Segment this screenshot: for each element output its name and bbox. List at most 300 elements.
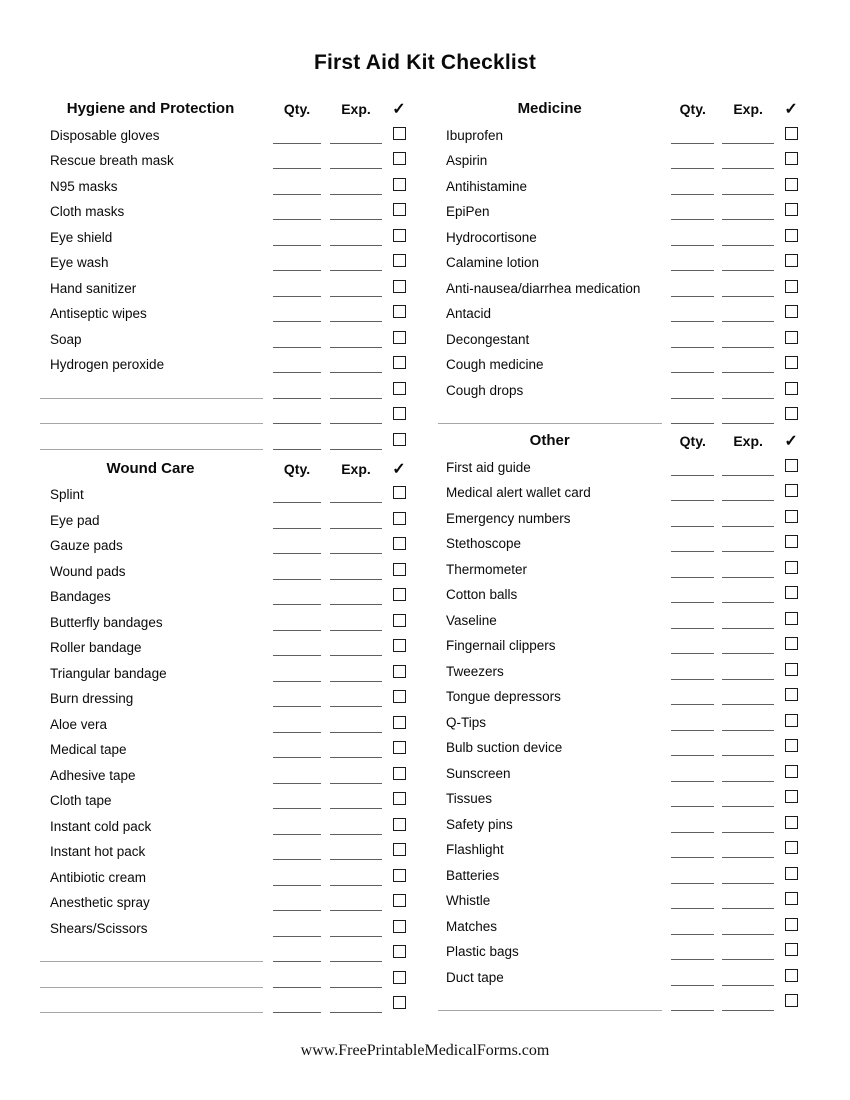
exp-input-line[interactable] <box>330 1012 382 1013</box>
qty-input-line[interactable] <box>671 628 714 629</box>
qty-input-line[interactable] <box>671 653 714 654</box>
item-label: Tongue depressors <box>446 689 561 704</box>
checkbox[interactable] <box>393 843 406 856</box>
exp-input-line[interactable] <box>722 832 774 833</box>
qty-input-line[interactable] <box>671 475 714 476</box>
checkbox-cell <box>392 990 406 1016</box>
checkbox[interactable] <box>785 561 798 574</box>
checkbox[interactable] <box>785 918 798 931</box>
checkbox-cell <box>392 480 406 506</box>
checkbox[interactable] <box>785 254 798 267</box>
qty-input-line[interactable] <box>671 423 714 424</box>
qty-input-line[interactable] <box>671 806 714 807</box>
qty-input-line[interactable] <box>273 270 321 271</box>
checkbox[interactable] <box>393 563 406 576</box>
checklist-row <box>38 531 406 557</box>
checklist-row <box>38 375 406 401</box>
qty-input-line[interactable] <box>273 961 321 962</box>
exp-input-line[interactable] <box>722 934 774 935</box>
checkbox[interactable] <box>393 486 406 499</box>
exp-input-line[interactable] <box>722 857 774 858</box>
qty-input-line[interactable] <box>671 602 714 603</box>
exp-input-line[interactable] <box>722 704 774 705</box>
qty-input-line[interactable] <box>273 219 321 220</box>
exp-input-line[interactable] <box>330 194 382 195</box>
qty-input-line[interactable] <box>273 1012 321 1013</box>
checkbox[interactable] <box>785 178 798 191</box>
exp-input-line[interactable] <box>330 398 382 399</box>
checkbox-cell <box>392 862 406 888</box>
checkbox[interactable] <box>785 892 798 905</box>
page-title: First Aid Kit Checklist <box>313 51 537 74</box>
checkbox-cell <box>784 171 798 197</box>
exp-input-line[interactable] <box>330 423 382 424</box>
checkbox[interactable] <box>785 612 798 625</box>
exp-input-line[interactable] <box>722 959 774 960</box>
checkbox[interactable] <box>393 203 406 216</box>
blank-item-line[interactable] <box>38 426 263 452</box>
checkbox[interactable] <box>785 688 798 701</box>
exp-input-line[interactable] <box>330 961 382 962</box>
qty-input-line[interactable] <box>273 604 321 605</box>
checkbox[interactable] <box>393 588 406 601</box>
checkbox[interactable] <box>785 816 798 829</box>
exp-input-line[interactable] <box>330 219 382 220</box>
qty-input-line[interactable] <box>273 372 321 373</box>
exp-input-line[interactable] <box>722 423 774 424</box>
checkbox-cell <box>784 758 798 784</box>
checkbox-cell <box>392 709 406 735</box>
check-column-header-icon: ✓ <box>784 433 798 450</box>
checkbox[interactable] <box>393 869 406 882</box>
item-name-cell <box>437 350 662 376</box>
checkbox[interactable] <box>785 714 798 727</box>
blank-item-line[interactable] <box>437 988 662 1014</box>
exp-input-line[interactable] <box>722 628 774 629</box>
qty-input-line[interactable] <box>273 808 321 809</box>
qty-input-line[interactable] <box>671 959 714 960</box>
exp-input-line[interactable] <box>330 681 382 682</box>
exp-input-line[interactable] <box>722 321 774 322</box>
qty-input-line[interactable] <box>671 219 714 220</box>
item-label: Instant hot pack <box>50 844 146 859</box>
checkbox[interactable] <box>393 512 406 525</box>
qty-input-line[interactable] <box>671 245 714 246</box>
qty-input-line[interactable] <box>273 398 321 399</box>
exp-input-line[interactable] <box>722 806 774 807</box>
checkbox[interactable] <box>393 280 406 293</box>
checkbox-cell <box>392 401 406 427</box>
qty-input-line[interactable] <box>273 859 321 860</box>
checkbox[interactable] <box>785 535 798 548</box>
qty-input-line[interactable] <box>273 194 321 195</box>
item-label: Shears/Scissors <box>50 920 148 936</box>
exp-column-header: Exp. <box>733 101 763 117</box>
qty-input-line[interactable] <box>671 679 714 680</box>
qty-input-line[interactable] <box>671 908 714 909</box>
checkbox[interactable] <box>785 152 798 165</box>
qty-input-line[interactable] <box>671 985 714 986</box>
exp-input-line[interactable] <box>330 296 382 297</box>
checkbox-cell <box>392 786 406 812</box>
qty-input-line[interactable] <box>671 398 714 399</box>
checkbox[interactable] <box>785 280 798 293</box>
item-label: Soap <box>50 331 82 347</box>
item-name-cell <box>38 709 263 735</box>
exp-input-line[interactable] <box>330 706 382 707</box>
checklist-row <box>38 709 406 735</box>
checkbox[interactable] <box>393 178 406 191</box>
exp-input-line[interactable] <box>722 908 774 909</box>
qty-input-line[interactable] <box>273 834 321 835</box>
checklist-row <box>437 529 798 555</box>
item-label: Batteries <box>446 867 500 883</box>
checkbox[interactable] <box>785 867 798 880</box>
checkbox[interactable] <box>393 716 406 729</box>
checklist-row <box>38 633 406 659</box>
exp-input-line[interactable] <box>330 372 382 373</box>
item-name-cell <box>38 324 263 350</box>
qty-input-line[interactable] <box>671 372 714 373</box>
checklist-row <box>437 733 798 759</box>
checkbox[interactable] <box>393 537 406 550</box>
checkbox[interactable] <box>785 459 798 472</box>
exp-input-line[interactable] <box>330 808 382 809</box>
section-header <box>38 94 406 120</box>
qty-input-line[interactable] <box>273 245 321 246</box>
qty-input-line[interactable] <box>273 296 321 297</box>
exp-input-line[interactable] <box>722 245 774 246</box>
checklist-row <box>437 860 798 886</box>
qty-input-line[interactable] <box>671 296 714 297</box>
checkbox[interactable] <box>393 690 406 703</box>
qty-input-line[interactable] <box>273 528 321 529</box>
item-label: Aspirin <box>446 153 488 168</box>
checkbox[interactable] <box>393 945 406 958</box>
checklist-row <box>437 375 798 401</box>
qty-input-line[interactable] <box>671 704 714 705</box>
exp-input-line[interactable] <box>330 528 382 529</box>
checkbox[interactable] <box>393 127 406 140</box>
checkbox-cell <box>392 582 406 608</box>
exp-input-line[interactable] <box>330 245 382 246</box>
qty-input-line[interactable] <box>671 755 714 756</box>
checklist-row <box>437 197 798 223</box>
qty-input-line[interactable] <box>671 781 714 782</box>
exp-input-line[interactable] <box>330 936 382 937</box>
item-name-cell <box>437 197 662 223</box>
qty-input-line[interactable] <box>273 143 321 144</box>
exp-input-line[interactable] <box>722 143 774 144</box>
qty-input-line[interactable] <box>671 500 714 501</box>
qty-input-line[interactable] <box>273 321 321 322</box>
checkbox[interactable] <box>785 841 798 854</box>
item-label: N95 masks <box>50 178 118 194</box>
exp-input-line[interactable] <box>330 270 382 271</box>
exp-input-line[interactable] <box>722 883 774 884</box>
item-label: Matches <box>446 918 498 934</box>
qty-input-line[interactable] <box>671 1010 714 1011</box>
item-name-cell <box>38 556 263 582</box>
exp-input-line[interactable] <box>722 985 774 986</box>
checkbox[interactable] <box>785 484 798 497</box>
exp-input-line[interactable] <box>722 194 774 195</box>
item-name-cell <box>437 478 662 504</box>
item-name-cell <box>437 273 662 299</box>
item-name-cell <box>437 758 662 784</box>
item-name-cell <box>38 888 263 914</box>
item-name-cell <box>437 707 662 733</box>
blank-item-line[interactable] <box>38 990 263 1016</box>
checkbox[interactable] <box>785 739 798 752</box>
checkbox[interactable] <box>393 792 406 805</box>
exp-input-line[interactable] <box>330 655 382 656</box>
checkbox[interactable] <box>785 203 798 216</box>
checkbox-cell <box>392 607 406 633</box>
checkbox[interactable] <box>393 996 406 1009</box>
exp-input-line[interactable] <box>330 630 382 631</box>
checkbox[interactable] <box>393 614 406 627</box>
checkbox[interactable] <box>785 637 798 650</box>
checkbox-cell <box>392 248 406 274</box>
qty-input-line[interactable] <box>671 577 714 578</box>
checkbox-cell <box>784 835 798 861</box>
qty-column-header: Qty. <box>679 101 706 117</box>
checkbox[interactable] <box>785 331 798 344</box>
qty-input-line[interactable] <box>671 934 714 935</box>
exp-input-line[interactable] <box>330 604 382 605</box>
item-label: Cloth masks <box>50 204 125 219</box>
checkbox[interactable] <box>785 407 798 420</box>
item-label: Cough drops <box>446 382 524 398</box>
checkbox[interactable] <box>785 663 798 676</box>
checkbox[interactable] <box>393 331 406 344</box>
item-name-cell <box>437 835 662 861</box>
checkbox[interactable] <box>393 254 406 267</box>
exp-input-line[interactable] <box>722 781 774 782</box>
qty-input-line[interactable] <box>273 936 321 937</box>
checkbox[interactable] <box>393 894 406 907</box>
item-name-cell <box>38 913 263 939</box>
exp-input-line[interactable] <box>722 398 774 399</box>
qty-input-line[interactable] <box>671 168 714 169</box>
exp-input-line[interactable] <box>722 679 774 680</box>
exp-input-line[interactable] <box>330 449 382 450</box>
qty-input-line[interactable] <box>273 579 321 580</box>
exp-input-line[interactable] <box>722 500 774 501</box>
checkbox-cell <box>784 988 798 1014</box>
exp-input-line[interactable] <box>330 168 382 169</box>
checkbox-cell <box>392 811 406 837</box>
checkbox[interactable] <box>393 971 406 984</box>
checkbox[interactable] <box>785 510 798 523</box>
checkbox[interactable] <box>785 356 798 369</box>
qty-input-line[interactable] <box>273 347 321 348</box>
checklist-row <box>38 171 406 197</box>
checkbox[interactable] <box>785 127 798 140</box>
exp-input-line[interactable] <box>330 732 382 733</box>
qty-input-line[interactable] <box>273 783 321 784</box>
item-name-cell <box>38 531 263 557</box>
checkbox[interactable] <box>393 639 406 652</box>
checkbox-cell <box>784 937 798 963</box>
item-name-cell <box>437 299 662 325</box>
exp-input-line[interactable] <box>330 885 382 886</box>
checkbox[interactable] <box>393 433 406 446</box>
qty-input-line[interactable] <box>273 423 321 424</box>
qty-input-line[interactable] <box>273 630 321 631</box>
item-label: Antiseptic wipes <box>50 306 147 321</box>
checkbox[interactable] <box>785 969 798 982</box>
checkbox[interactable] <box>393 767 406 780</box>
blank-item-line[interactable] <box>437 401 662 427</box>
checkbox[interactable] <box>393 741 406 754</box>
qty-input-line[interactable] <box>671 551 714 552</box>
item-name-cell <box>437 120 662 146</box>
checkbox[interactable] <box>785 229 798 242</box>
checkbox[interactable] <box>393 407 406 420</box>
item-name-cell <box>437 784 662 810</box>
qty-input-line[interactable] <box>273 681 321 682</box>
checkbox[interactable] <box>393 920 406 933</box>
checkbox[interactable] <box>785 994 798 1007</box>
checkbox[interactable] <box>785 943 798 956</box>
qty-input-line[interactable] <box>671 321 714 322</box>
blank-item-line[interactable] <box>38 964 263 990</box>
exp-input-line[interactable] <box>722 755 774 756</box>
qty-input-line[interactable] <box>273 987 321 988</box>
checklist-row <box>38 964 406 990</box>
checklist-row <box>38 582 406 608</box>
exp-input-line[interactable] <box>722 730 774 731</box>
item-label: EpiPen <box>446 204 490 219</box>
exp-input-line[interactable] <box>722 347 774 348</box>
item-label: Eye shield <box>50 229 113 245</box>
checklist-row <box>437 478 798 504</box>
item-name-cell <box>38 582 263 608</box>
checkbox-cell <box>392 760 406 786</box>
item-label: Bulb suction device <box>446 740 563 755</box>
qty-input-line[interactable] <box>671 883 714 884</box>
item-label: Plastic bags <box>446 944 519 959</box>
exp-input-line[interactable] <box>722 653 774 654</box>
exp-input-line[interactable] <box>722 551 774 552</box>
exp-input-line[interactable] <box>722 602 774 603</box>
qty-input-line[interactable] <box>671 526 714 527</box>
exp-input-line[interactable] <box>722 577 774 578</box>
blank-item-line[interactable] <box>38 401 263 427</box>
checkbox-cell <box>784 605 798 631</box>
item-name-cell <box>437 529 662 555</box>
qty-input-line[interactable] <box>273 449 321 450</box>
checkbox[interactable] <box>785 382 798 395</box>
exp-input-line[interactable] <box>330 347 382 348</box>
checkbox[interactable] <box>785 305 798 318</box>
item-label: Calamine lotion <box>446 255 540 270</box>
right-column <box>437 94 798 1013</box>
qty-input-line[interactable] <box>671 194 714 195</box>
section-header <box>437 426 798 452</box>
checkbox[interactable] <box>393 152 406 165</box>
exp-column-header: Exp. <box>341 460 371 477</box>
section-title: Other <box>529 432 570 449</box>
checkbox[interactable] <box>393 229 406 242</box>
item-label: Anesthetic spray <box>50 895 150 910</box>
qty-input-line[interactable] <box>273 655 321 656</box>
checkbox[interactable] <box>393 382 406 395</box>
qty-input-line[interactable] <box>671 832 714 833</box>
exp-input-line[interactable] <box>722 372 774 373</box>
qty-input-line[interactable] <box>273 910 321 911</box>
checklist-row <box>38 684 406 710</box>
item-label: Cloth tape <box>50 793 112 808</box>
exp-input-line[interactable] <box>330 859 382 860</box>
qty-input-line[interactable] <box>671 857 714 858</box>
exp-input-line[interactable] <box>330 143 382 144</box>
item-name-cell <box>38 607 263 633</box>
checklist-row <box>437 809 798 835</box>
item-name-cell <box>437 809 662 835</box>
exp-input-line[interactable] <box>330 321 382 322</box>
item-label: Hydrogen peroxide <box>50 357 165 372</box>
exp-input-line[interactable] <box>722 475 774 476</box>
checkbox-cell <box>784 146 798 172</box>
exp-input-line[interactable] <box>722 296 774 297</box>
exp-input-line[interactable] <box>330 783 382 784</box>
blank-item-line[interactable] <box>38 375 263 401</box>
checkbox[interactable] <box>785 765 798 778</box>
qty-input-line[interactable] <box>671 270 714 271</box>
section-header <box>437 94 798 120</box>
exp-input-line[interactable] <box>722 1010 774 1011</box>
qty-input-line[interactable] <box>273 168 321 169</box>
exp-input-line[interactable] <box>330 579 382 580</box>
checklist-row <box>38 939 406 965</box>
item-label: Emergency numbers <box>446 510 571 526</box>
exp-input-line[interactable] <box>330 502 382 503</box>
qty-input-line[interactable] <box>671 347 714 348</box>
qty-input-line[interactable] <box>671 730 714 731</box>
checkbox[interactable] <box>393 305 406 318</box>
checkbox[interactable] <box>393 818 406 831</box>
checkbox[interactable] <box>785 790 798 803</box>
qty-input-line[interactable] <box>273 502 321 503</box>
checklist-row <box>38 505 406 531</box>
qty-input-line[interactable] <box>273 553 321 554</box>
checkbox[interactable] <box>393 356 406 369</box>
exp-input-line[interactable] <box>330 553 382 554</box>
exp-input-line[interactable] <box>722 270 774 271</box>
exp-input-line[interactable] <box>722 168 774 169</box>
exp-input-line[interactable] <box>722 526 774 527</box>
qty-input-line[interactable] <box>273 757 321 758</box>
exp-input-line[interactable] <box>722 219 774 220</box>
checkbox[interactable] <box>393 665 406 678</box>
blank-item-line[interactable] <box>38 939 263 965</box>
item-label: Aloe vera <box>50 716 108 732</box>
checkbox[interactable] <box>785 586 798 599</box>
exp-input-line[interactable] <box>330 757 382 758</box>
exp-input-line[interactable] <box>330 910 382 911</box>
qty-input-line[interactable] <box>273 732 321 733</box>
item-label: Eye pad <box>50 512 100 528</box>
qty-input-line[interactable] <box>671 143 714 144</box>
qty-input-line[interactable] <box>273 885 321 886</box>
item-label: Antihistamine <box>446 178 528 194</box>
exp-input-line[interactable] <box>330 834 382 835</box>
exp-input-line[interactable] <box>330 987 382 988</box>
qty-input-line[interactable] <box>273 706 321 707</box>
